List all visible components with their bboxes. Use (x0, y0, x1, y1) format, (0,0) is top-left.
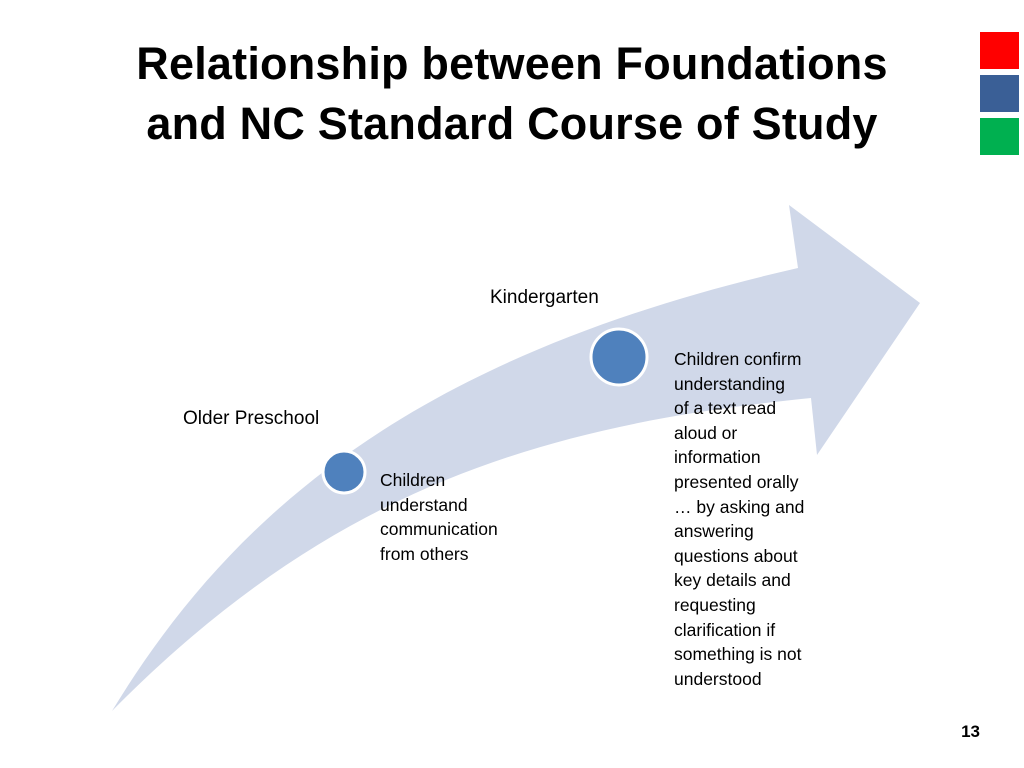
description-line: from others (380, 543, 469, 564)
kindergarten-node (591, 329, 647, 385)
description-line: … by asking and (674, 496, 805, 517)
description-line: understanding (674, 373, 785, 394)
description-line: aloud or (674, 422, 738, 443)
description-line: clarification if (674, 619, 776, 640)
slide-title-line-2: and NC Standard Course of Study (146, 98, 878, 149)
older-preschool-node (323, 451, 365, 493)
older-preschool-description (380, 468, 498, 566)
description-line: understand (380, 494, 468, 515)
description-line: of a text read (674, 398, 777, 419)
description-line: communication (380, 519, 498, 540)
slide-title-line-1: Relationship between Foundations (136, 38, 888, 89)
page-number: 13 (961, 722, 980, 741)
description-line: key details and (674, 570, 791, 591)
older-preschool-label: Older Preschool (183, 408, 320, 429)
kindergarten-description (674, 347, 804, 691)
description-line: information (674, 447, 761, 468)
description-line: answering (674, 521, 754, 542)
description-line: questions about (674, 545, 798, 566)
description-line: Children confirm (674, 349, 802, 369)
description-line: Children (380, 470, 446, 490)
kindergarten-label: Kindergarten (490, 287, 599, 308)
description-line: requesting (674, 594, 756, 615)
description-line: understood (674, 668, 762, 689)
description-line: something is not (674, 644, 802, 665)
description-line: presented orally (674, 471, 799, 492)
